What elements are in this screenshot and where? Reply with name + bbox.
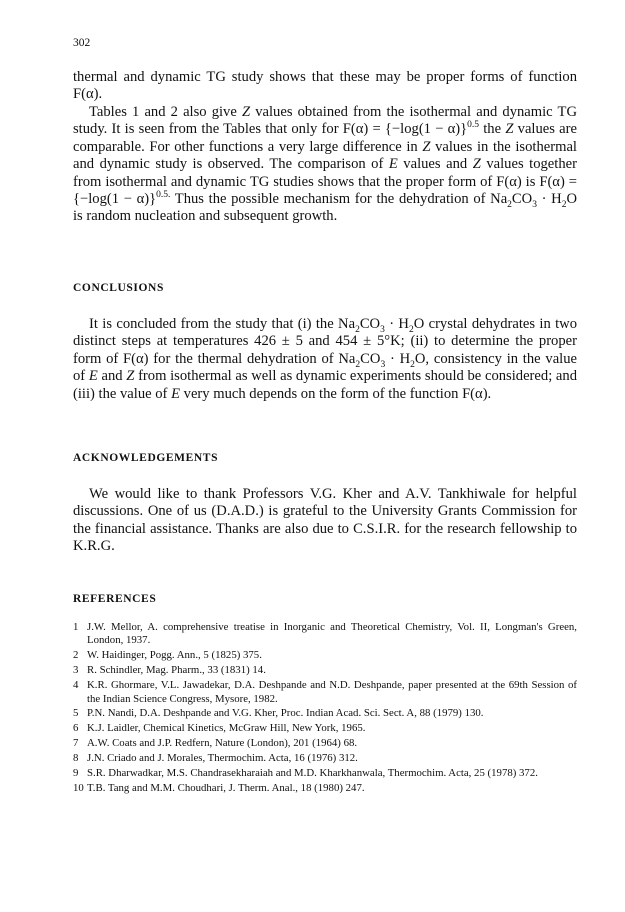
intro-paragraph-2: Tables 1 and 2 also give Z values obtained from the isothermal and dynamic TG study. It is seen from the Tables that only for $F(\alpha) = \{-\log(1 - \alpha)\}^{0.5}$ the Z values are comparable. For other functions a very large difference in Z values in the isothermal and dynamic study is observed. The comparison of E values and Z values together from isothermal and dynamic TG studies shows that the proper form of F(α) is $F(\alpha) = \{-\log(1 - \alpha)\}^{0.5.}$ Thus the possible mechanism for the dehydration of $Na_2CO_3 \cdot H_2O$ is random nucleation and subsequent growth.: [73, 104, 577, 225]
reference-text: P.N. Nandi, D.A. Deshpande and V.G. Kher, Proc. Indian Acad. Sci. Sect. A, 88 (1979) 130.: [87, 707, 484, 720]
reference-number: 8: [73, 752, 79, 765]
reference-item: [73, 621, 577, 648]
acknowledgements-paragraph: We would like to thank Professors V.G. Kher and A.V. Tankhiwale for helpful discussions. One of us (D.A.D.) is grateful to the University Grants Commission for the financial assistance. Thanks are also due to C.S.I.R. for the research fellowship to K.R.G.: [73, 486, 577, 555]
reference-item: [73, 649, 577, 662]
conclusions-heading: CONCLUSIONS: [73, 282, 164, 294]
reference-number: 10: [73, 781, 84, 794]
reference-text: R. Schindler, Mag. Pharm., 33 (1831) 14.: [87, 664, 266, 677]
reference-item: [73, 752, 577, 765]
reference-number: 1: [73, 621, 79, 633]
page-number: 302: [73, 37, 91, 49]
reference-text: J.N. Criado and J. Morales, Thermochim. Acta, 16 (1976) 312.: [87, 752, 358, 765]
reference-number: 6: [73, 722, 79, 735]
reference-item: [73, 707, 577, 720]
reference-item: [73, 767, 577, 780]
reference-text: K.J. Laidler, Chemical Kinetics, McGraw Hill, New York, 1965.: [87, 722, 366, 735]
intro-paragraph-1: thermal and dynamic TG study shows that these may be proper forms of function F(α).: [73, 69, 577, 103]
reference-item: [73, 722, 577, 735]
reference-text: K.R. Ghormare, V.L. Jawadekar, D.A. Deshpande and N.D. Deshpande, paper presented at the 69th Session of the Indian Science Congress, Mysore, 1982.: [87, 679, 577, 705]
reference-item: [73, 664, 577, 677]
references-list: [73, 621, 577, 797]
reference-text: A.W. Coats and J.P. Redfern, Nature (London), 201 (1964) 68.: [87, 737, 358, 750]
reference-number: 5: [73, 707, 79, 720]
reference-item: [73, 679, 577, 706]
reference-text: J.W. Mellor, A. comprehensive treatise in Inorganic and Theoretical Chemistry, Vol. II, Longman's Green, London, 1937.: [87, 621, 577, 647]
reference-text: T.B. Tang and M.M. Choudhari, J. Therm. Anal., 18 (1980) 247.: [87, 781, 365, 794]
reference-text: W. Haidinger, Pogg. Ann., 5 (1825) 375.: [87, 649, 262, 662]
conclusions-paragraph: It is concluded from the study that (i) the $Na_2CO_3 \cdot H_2O$ crystal dehydrates in two distinct steps at temperatures 426 ± 5 and 454 ± 5°K; (ii) to determine the proper form of F(α) for the thermal dehydration of $Na_2CO_3 \cdot H_2O$, consistency in the value of E and Z from isothermal as well as dynamic experiments should be considered; and (iii) the value of E very much depends on the form of the function F(α).: [73, 316, 578, 402]
reference-item: [73, 737, 577, 750]
references-heading: REFERENCES: [73, 593, 157, 605]
reference-number: 2: [73, 649, 79, 662]
reference-number: 3: [73, 664, 79, 677]
reference-number: 9: [73, 767, 79, 780]
acknowledgements-heading: ACKNOWLEDGEMENTS: [73, 452, 219, 464]
reference-item: [73, 782, 577, 795]
reference-number: 7: [73, 737, 79, 750]
reference-number: 4: [73, 679, 79, 692]
reference-text: S.R. Dharwadkar, M.S. Chandrasekharaiah and M.D. Kharkhanwala, Thermochim. Acta, 25 (1978) 372.: [87, 767, 538, 780]
